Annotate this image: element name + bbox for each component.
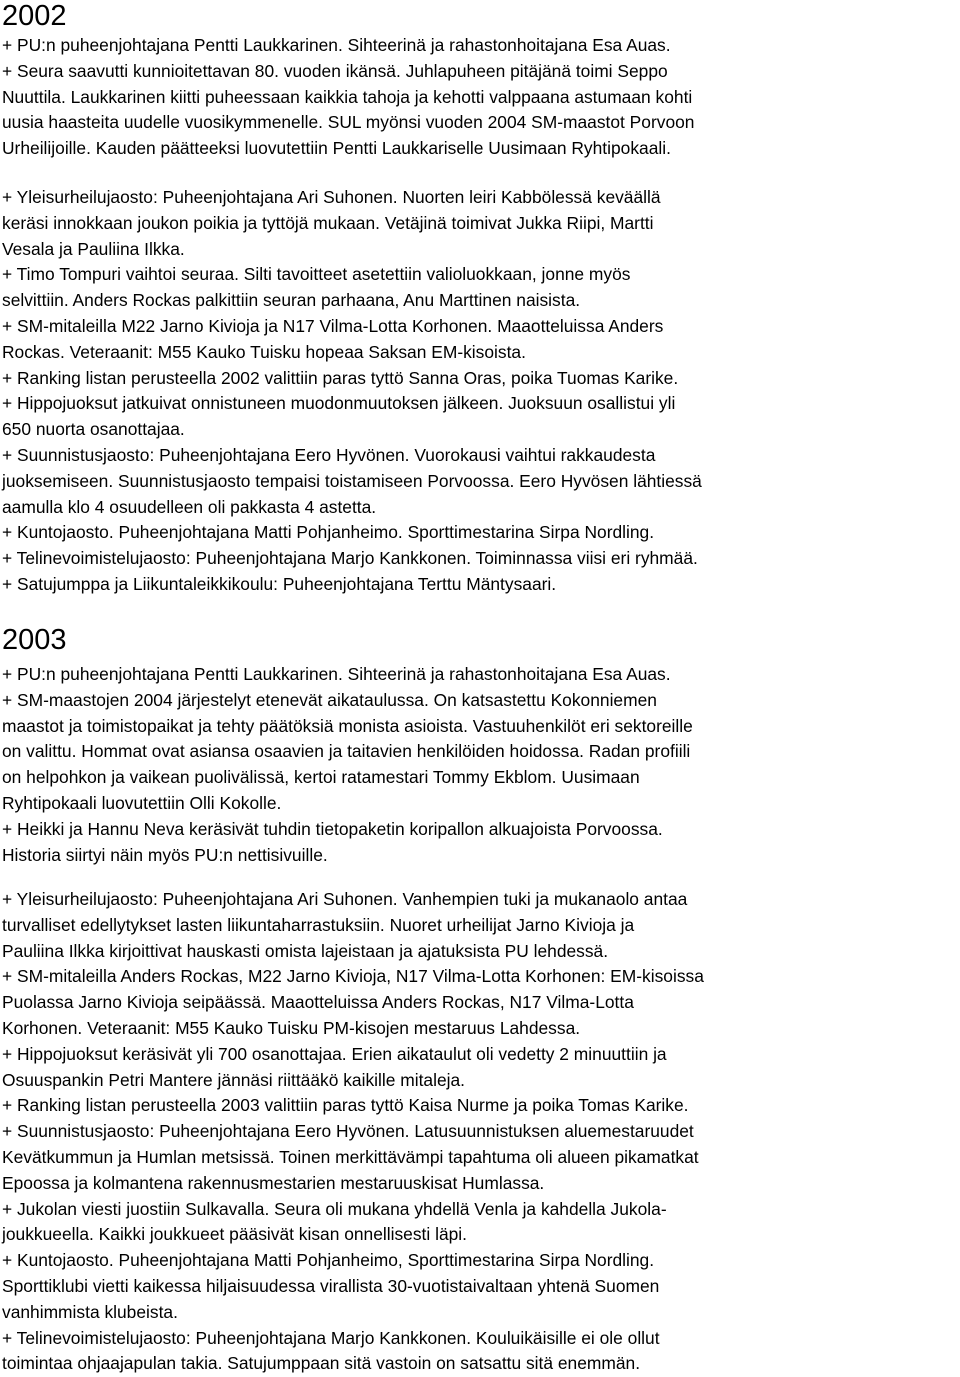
text-line: Puolassa Jarno Kivioja seipäässä. Maaotteluissa Anders Rockas, N17 Vilma-Lotta (2, 992, 634, 1013)
text-line: + SM-maastojen 2004 järjestelyt etenevät aikataulussa. On katsastettu Kokonniemen (2, 689, 657, 710)
text-line: + PU:n puheenjohtajana Pentti Laukkarinen. Sihteerinä ja rahastonhoitajana Esa Auas. (2, 35, 671, 55)
text-line: + Yleisurheilujaosto: Puheenjohtajana Ari Suhonen. Vanhempien tuki ja mukanaolo antaa (2, 889, 688, 909)
text-line: + SM-mitaleilla M22 Jarno Kivioja ja N17 Vilma-Lotta Korhonen. Maaotteluissa Anders (2, 315, 664, 336)
text-line: Pauliina Ilkka kirjoittivat hauskasti omista lajeistaan ja ajatuksista PU lehdessä. (2, 940, 609, 961)
text-line: + Yleisurheilujaosto: Puheenjohtajana Ari Suhonen. Nuorten leiri Kabbölessä keväällä (2, 187, 661, 207)
text-line: Nuuttila. Laukkarinen kiitti puheessaan kaikkia tahoja ja kehotti valppaana astumaan kohti (2, 86, 693, 107)
text-line: + Kuntojaosto. Puheenjohtajana Matti Pohjanheimo. Sporttimestarina Sirpa Nordling. (2, 522, 655, 543)
year-heading: 2003 (2, 624, 67, 656)
text-line: + SM-mitaleilla Anders Rockas, M22 Jarno Kivioja, N17 Vilma-Lotta Korhonen: EM-kisoissa (2, 966, 704, 987)
text-line: turvalliset edellytykset lasten liikuntaharrastuksiin. Nuoret urheilijat Jarno Kivioja ja (2, 914, 635, 935)
text-line: 650 nuorta osanottajaa. (2, 419, 185, 440)
text-line: Rockas. Veteraanit: M55 Kauko Tuisku hopeaa Saksan EM-kisoista. (2, 341, 526, 362)
text-line: Historia siirtyi näin myös PU:n nettisivuille. (2, 844, 328, 865)
text-line: Korhonen. Veteraanit: M55 Kauko Tuisku PM-kisojen mestaruus Lahdessa. (2, 1017, 581, 1038)
text-line: vanhimmista klubeista. (2, 1301, 178, 1322)
text-line: Ryhtipokaali luovutettiin Olli Kokolle. (2, 792, 282, 813)
text-line: on helpohkon ja vaikean puolivälissä, kertoi ratamestari Tommy Ekblom. Uusimaan (2, 767, 640, 788)
text-line: maastot ja toimistopaikat ja tehty päätöksiä monista asioista. Vastuuhenkilöt eri sektoreille (2, 715, 693, 736)
year-heading: 2002 (2, 0, 67, 32)
text-line: joukkueella. Kaikki joukkueet pääsivät kisan onnellisesti läpi. (2, 1224, 467, 1245)
text-line: + Suunnistusjaosto: Puheenjohtajana Eero Hyvönen. Latusuunnistuksen aluemestaruudet (2, 1121, 694, 1142)
text-line: + Jukolan viesti juostiin Sulkavalla. Seura oli mukana yhdellä Venla ja kahdella Jukola- (2, 1198, 667, 1219)
text-line: + Telinevoimistelujaosto: Puheenjohtajana Marjo Kankkonen. Kouluikäisille ei ole ollut (2, 1327, 660, 1348)
text-line: Osuuspankin Petri Mantere jännäsi riittääkö kaikille mitaleja. (2, 1069, 466, 1090)
text-line: + Seura saavutti kunnioitettavan 80. vuoden ikänsä. Juhlapuheen pitäjänä toimi Seppo (2, 60, 668, 81)
text-line: Urheilijoille. Kauden päätteeksi luovutettiin Pentti Laukkariselle Uusimaan Ryhtipokaali. (2, 138, 671, 159)
text-line: uusia haasteita uudelle vuosikymmenelle. SUL myönsi vuoden 2004 SM-maastot Porvoon (2, 112, 695, 133)
text-line: juoksemiseen. Suunnistusjaosto tempaisi toistamiseen Porvoossa. Eero Hyvösen lähtiessä (2, 470, 702, 491)
paragraph (2, 662, 958, 868)
text-line: + Ranking listan perusteella 2002 valittiin paras tyttö Sanna Oras, poika Tuomas Karike. (2, 367, 679, 388)
text-line: + Timo Tompuri vaihtoi seuraa. Silti tavoitteet asetettiin valioluokkaan, jonne myös (2, 264, 631, 285)
text-line: + Suunnistusjaosto: Puheenjohtajana Eero Hyvönen. Vuorokausi vaihtui rakkaudesta (2, 444, 656, 465)
text-line: + Telinevoimistelujaosto: Puheenjohtajana Marjo Kankkonen. Toiminnassa viisi eri ryhmää. (2, 548, 698, 569)
text-line: toimintaa ohjaajapulan takia. Satujumppaan sitä vastoin on satsattu sitä enemmän. (2, 1353, 641, 1374)
text-line: + Hippojuoksut keräsivät yli 700 osanottajaa. Erien aikataulut oli vedetty 2 minuuttiin ja (2, 1043, 667, 1064)
paragraph (2, 33, 958, 162)
text-line: keräsi innokkaan joukon poikia ja tyttöjä mukaan. Vetäjinä toimivat Jukka Riipi, Martti (2, 212, 654, 233)
text-line: on valittu. Hommat ovat asiansa osaavien ja taitavien henkilöiden hoidossa. Radan profiili (2, 741, 691, 762)
text-line: Kevätkummun ja Humlan metsissä. Toinen merkittävämpi tapahtuma oli alueen pikamatkat (2, 1146, 699, 1167)
paragraph (2, 887, 958, 1377)
text-line: + Kuntojaosto. Puheenjohtajana Matti Pohjanheimo, Sporttimestarina Sirpa Nordling. (2, 1250, 655, 1271)
text-line: + Satujumppa ja Liikuntaleikkikoulu: Puheenjohtajana Terttu Mäntysaari. (2, 573, 557, 594)
text-line: selvittiin. Anders Rockas palkittiin seuran parhaana, Anu Marttinen naisista. (2, 290, 581, 311)
text-line: + Heikki ja Hannu Neva keräsivät tuhdin tietopaketin koripallon alkuajoista Porvoossa. (2, 818, 663, 839)
text-line: Sporttiklubi vietti kaikessa hiljaisuudessa virallista 30-vuotistaivaltaan yhtenä Suomen (2, 1275, 660, 1296)
text-line: + PU:n puheenjohtajana Pentti Laukkarinen. Sihteerinä ja rahastonhoitajana Esa Auas. (2, 664, 671, 684)
text-line: Vesala ja Pauliina Ilkka. (2, 238, 185, 259)
paragraph (2, 185, 958, 598)
text-line: + Ranking listan perusteella 2003 valittiin paras tyttö Kaisa Nurme ja poika Tomas Karike. (2, 1095, 689, 1116)
text-line: Epoossa ja kolmantena rakennusmestarien mestaruuskisat Humlassa. (2, 1172, 545, 1193)
text-line: + Hippojuoksut jatkuivat onnistuneen muodonmuutoksen jälkeen. Juoksuun osallistui yli (2, 393, 676, 414)
text-line: aamulla klo 4 osuudelleen oli pakkasta 4 astetta. (2, 496, 377, 517)
